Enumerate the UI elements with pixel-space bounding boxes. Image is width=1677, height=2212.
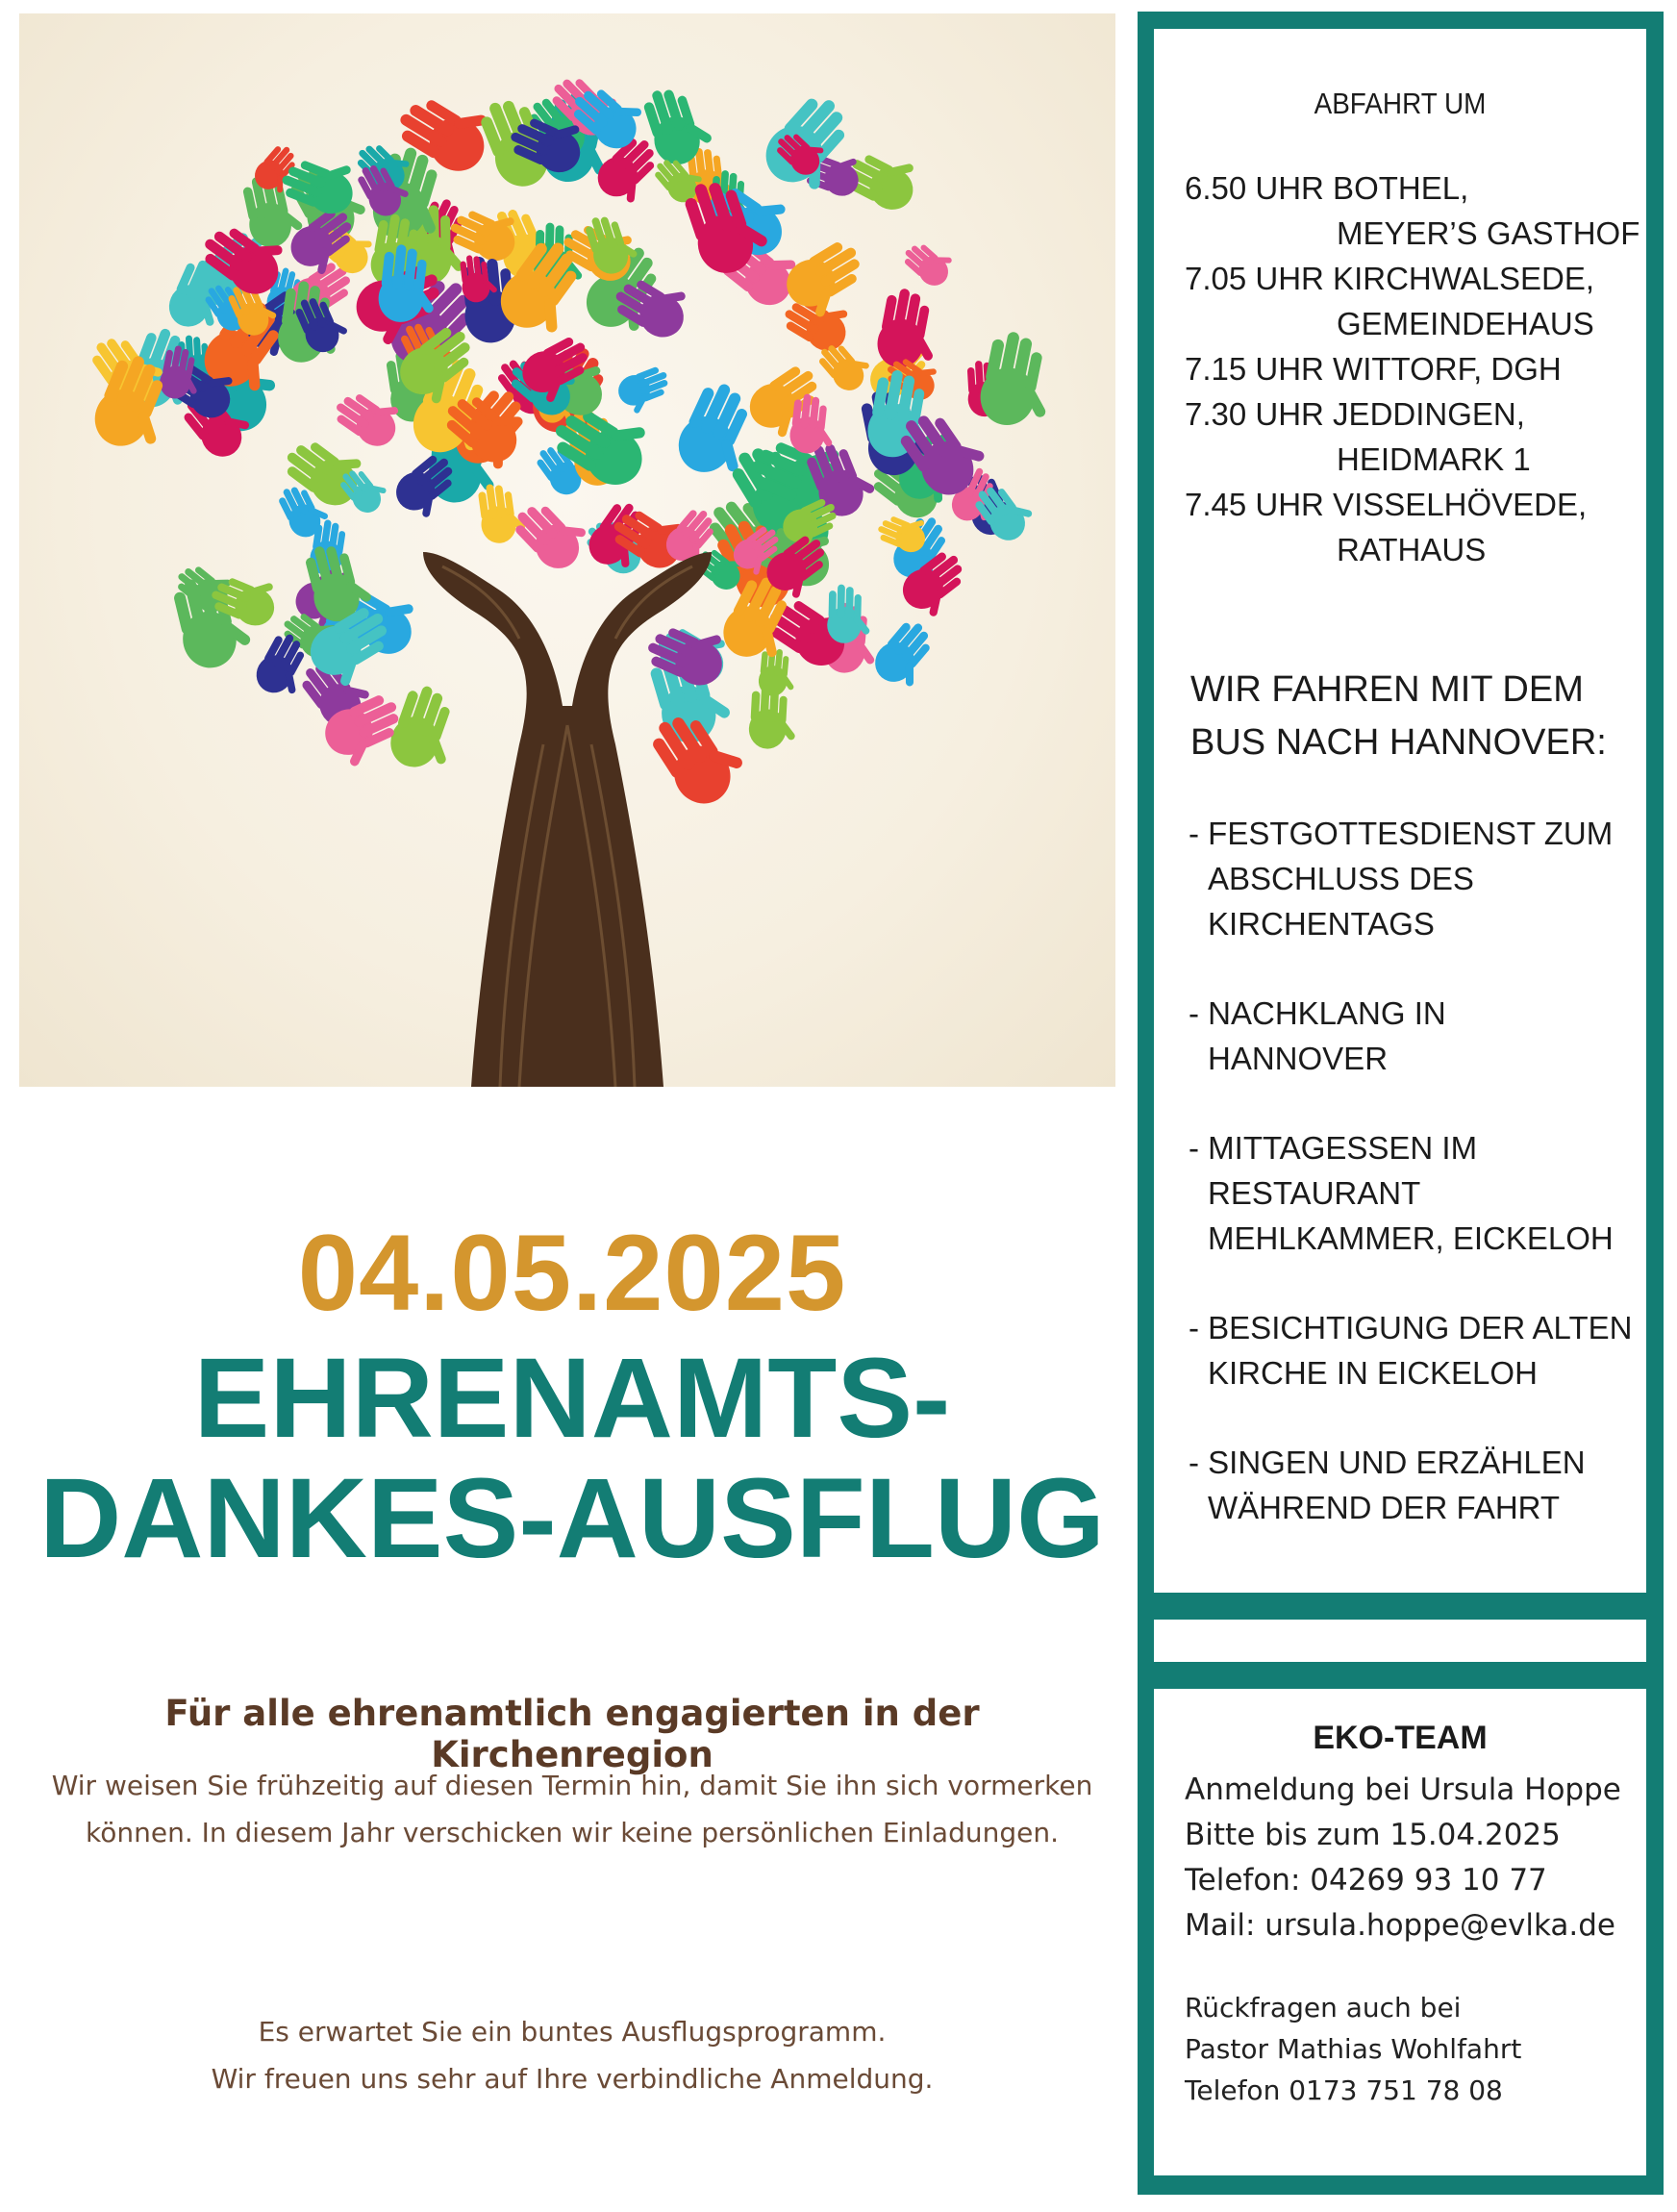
list-item: - FESTGOTTESDIENST ZUM ABSCHLUSS DES KIRCHENTAGS — [1189, 816, 1614, 942]
intro-line-1: Wir weisen Sie frühzeitig auf diesen Termin hin, damit Sie ihn sich vormerken — [51, 1770, 1093, 1801]
tree-of-hands-illustration — [19, 13, 1115, 1087]
event-subtitle: Für alle ehrenamtlich engagierten in der Kirchenregion — [164, 1693, 980, 1775]
event-date: 04.05.2025 — [297, 1213, 847, 1333]
list-item: - BESICHTIGUNG DER ALTEN KIRCHE IN EICKELOH — [1189, 1310, 1633, 1391]
list-item: - NACHKLANG IN HANNOVER — [1189, 995, 1446, 1076]
list-item: - SINGEN UND ERZÄHLEN WÄHREND DER FAHRT — [1189, 1445, 1586, 1525]
hand-print-icon — [508, 488, 597, 577]
list-item: - MITTAGESSEN IM RESTAURANT MEHLKAMMER, EICKELOH — [1189, 1130, 1614, 1256]
hand-print-icon — [873, 286, 945, 374]
spacer-box — [1154, 1620, 1646, 1662]
stop-visselhoevede: 7.45 UHR VISSELHÖVEDE, RATHAUS — [1185, 487, 1588, 567]
closing-line-1: Es erwartet Sie ein buntes Ausflugsprogramm. — [258, 2016, 887, 2048]
stop-jeddingen: 7.30 UHR JEDDINGEN, HEIDMARK 1 — [1185, 396, 1531, 477]
stop-wittorf: 7.15 UHR WITTORF, DGH — [1185, 351, 1562, 387]
tree-of-hands-icon — [19, 13, 1115, 1087]
registration-contact: Anmeldung bei Ursula Hoppe — [1185, 1772, 1621, 1807]
registration-phone: Telefon: 04269 93 10 77 — [1185, 1863, 1547, 1898]
intro-text — [38, 1762, 1106, 1856]
hand-print-icon — [748, 684, 799, 750]
hand-print-icon — [384, 681, 469, 779]
hand-print-icon — [899, 232, 960, 291]
program-heading: WIR FAHREN MIT DEM BUS NACH HANNOVER: — [1190, 669, 1607, 763]
hand-print-icon — [975, 328, 1062, 433]
tree-trunk-hands — [423, 552, 712, 1087]
queries-info: Rückfragen auch bei Pastor Mathias Wohlfahrt Telefon 0173 751 78 08 — [1185, 1992, 1522, 2106]
hand-print-icon — [613, 364, 676, 418]
stop-bothel: 6.50 UHR BOTHEL, MEYER’S GASTHOF — [1185, 170, 1640, 251]
team-name: EKO-TEAM — [1313, 1720, 1488, 1756]
registration-mail: Mail: ursula.hoppe@evlka.de — [1185, 1908, 1616, 1943]
closing-text — [19, 2008, 1125, 2102]
registration-deadline: Bitte bis zum 15.04.2025 — [1185, 1818, 1561, 1852]
registration-info — [1185, 1768, 1637, 1948]
departure-heading: ABFAHRT UM — [1314, 87, 1487, 120]
program-list — [1189, 811, 1640, 1574]
event-title-line-1: EHRENAMTS- — [193, 1335, 951, 1462]
event-title — [19, 1335, 1125, 1583]
departure-stops — [1185, 165, 1640, 572]
event-title-line-2: DANKES-AUSFLUG — [39, 1455, 1105, 1583]
stop-kirchwalsede: 7.05 UHR KIRCHWALSEDE, GEMEINDEHAUS — [1185, 261, 1595, 341]
closing-line-2: Wir freuen uns sehr auf Ihre verbindliche Anmeldung. — [211, 2063, 934, 2095]
hand-print-icon — [867, 615, 947, 696]
intro-line-2: können. In diesem Jahr verschicken wir keine persönlichen Einladungen. — [86, 1817, 1059, 1848]
